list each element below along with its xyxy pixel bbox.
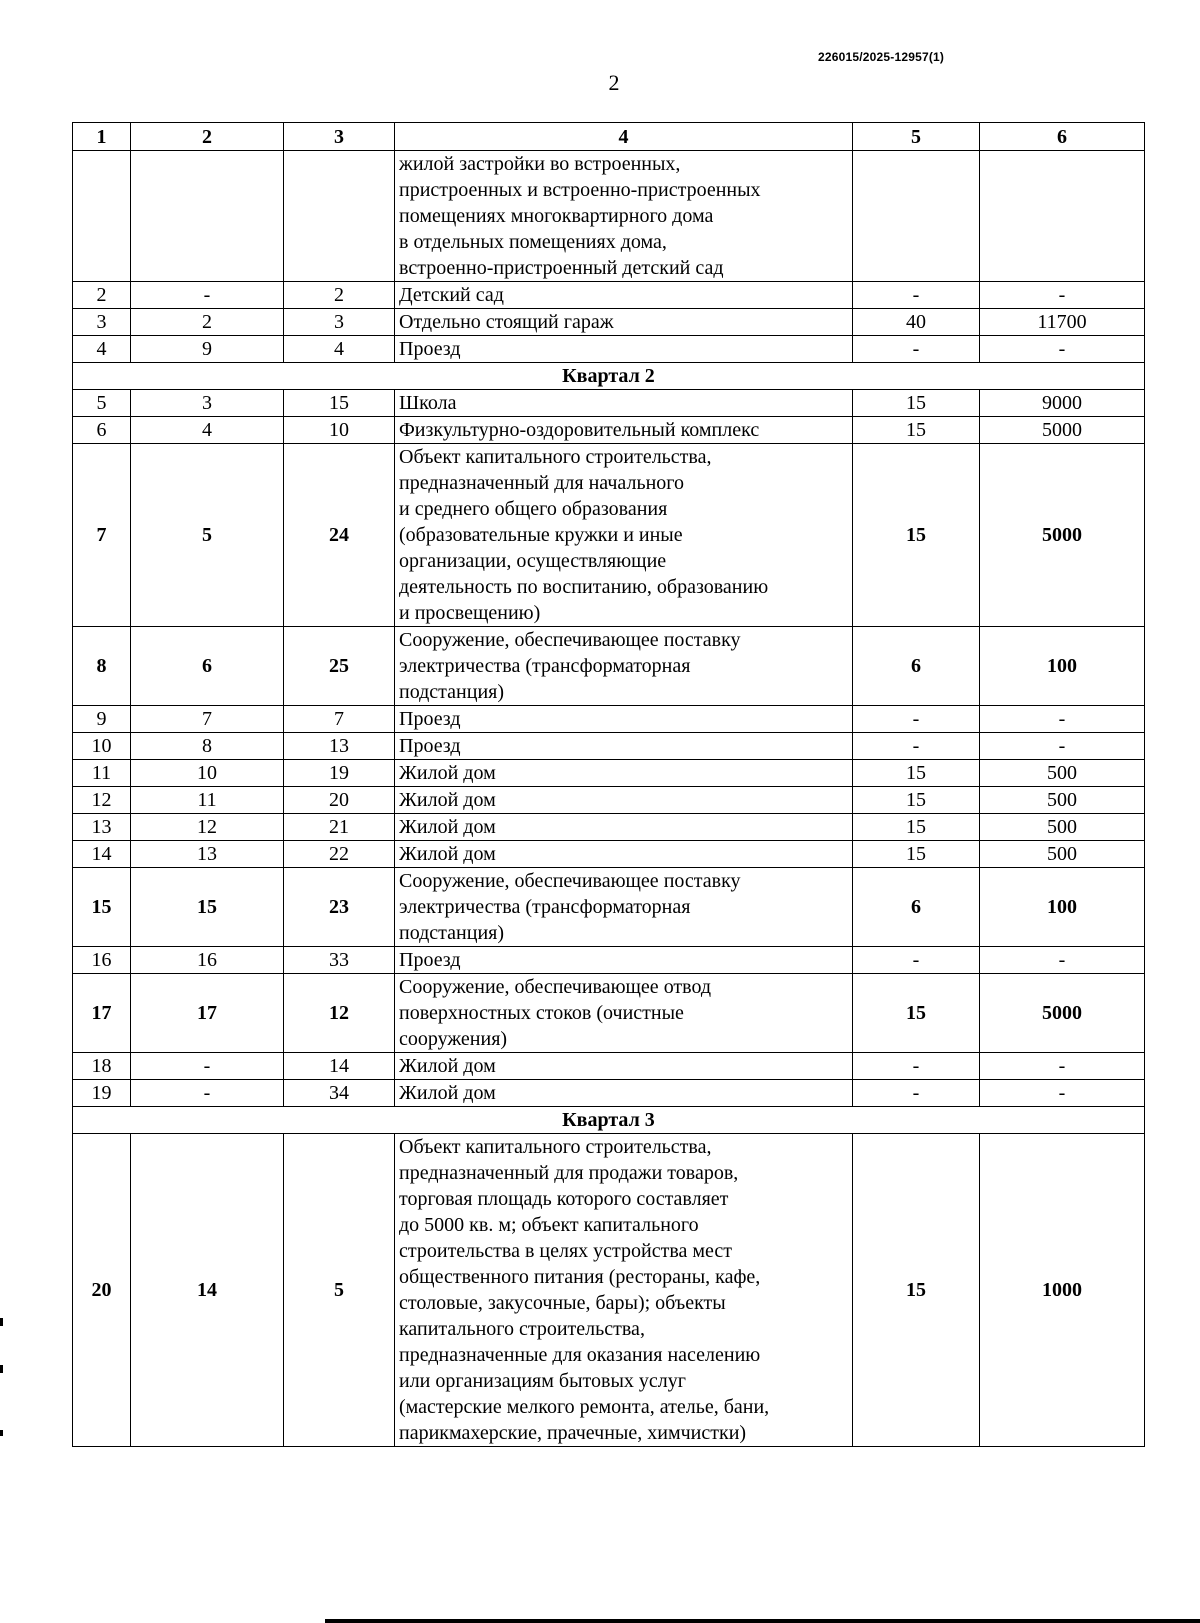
cell-text-line: Проезд xyxy=(399,708,461,730)
cell-text-line: Проезд xyxy=(399,735,461,757)
cell-col-2: 13 xyxy=(131,841,284,868)
column-header-4: 4 xyxy=(395,123,853,151)
cell-col-5: - xyxy=(853,1080,980,1107)
cell-text-line: сооружения) xyxy=(399,1028,508,1050)
cell-col-1: 20 xyxy=(73,1134,131,1447)
cell-text-line: или организациям бытовых услуг xyxy=(399,1370,686,1392)
cell-col-1: 19 xyxy=(73,1080,131,1107)
table-row xyxy=(73,947,1145,974)
cell-col-5: 15 xyxy=(853,787,980,814)
cell-col-1: 3 xyxy=(73,309,131,336)
table-body xyxy=(73,151,1145,1447)
cell-col-4 xyxy=(395,282,853,309)
cell-col-4 xyxy=(395,151,853,282)
cell-text-line: общественного питания (рестораны, кафе, xyxy=(399,1266,761,1288)
column-header-3: 3 xyxy=(284,123,395,151)
cell-text-line: Проезд xyxy=(399,949,461,971)
cell-text-line: Детский сад xyxy=(399,284,504,306)
cell-col-5: - xyxy=(853,947,980,974)
cell-col-4 xyxy=(395,1134,853,1447)
scan-bottom-edge xyxy=(325,1619,1200,1623)
cell-col-3: 4 xyxy=(284,336,395,363)
cell-col-4 xyxy=(395,706,853,733)
table-row xyxy=(73,787,1145,814)
cell-text-line: Объект капитального строительства, xyxy=(399,446,712,468)
cell-col-6: 5000 xyxy=(980,417,1145,444)
table-row xyxy=(73,444,1145,627)
cell-col-2: 9 xyxy=(131,336,284,363)
cell-col-3: 24 xyxy=(284,444,395,627)
cell-col-5 xyxy=(853,151,980,282)
cell-text-line: Сооружение, обеспечивающее поставку xyxy=(399,870,741,892)
cell-col-6: 500 xyxy=(980,787,1145,814)
cell-col-5: 15 xyxy=(853,760,980,787)
table-row xyxy=(73,390,1145,417)
cell-text-line: капитального строительства, xyxy=(399,1318,645,1340)
cell-col-4 xyxy=(395,841,853,868)
cell-col-4 xyxy=(395,627,853,706)
cell-text-line: торговая площадь которого составляет xyxy=(399,1188,729,1210)
cell-text-line: поверхностных стоков (очистные xyxy=(399,1002,684,1024)
cell-col-3: 3 xyxy=(284,309,395,336)
cell-col-2: 17 xyxy=(131,974,284,1053)
cell-col-5: 6 xyxy=(853,868,980,947)
cell-col-2: 16 xyxy=(131,947,284,974)
cell-col-2: 14 xyxy=(131,1134,284,1447)
cell-text-line: Отдельно стоящий гараж xyxy=(399,311,614,333)
cell-col-5: - xyxy=(853,706,980,733)
cell-text-line: и среднего общего образования xyxy=(399,498,668,520)
table-row xyxy=(73,760,1145,787)
cell-col-3: 7 xyxy=(284,706,395,733)
cell-col-1: 9 xyxy=(73,706,131,733)
cell-col-2: 5 xyxy=(131,444,284,627)
column-header-2: 2 xyxy=(131,123,284,151)
cell-text-line: Сооружение, обеспечивающее отвод xyxy=(399,976,712,998)
cell-text-line: предназначенный для продажи товаров, xyxy=(399,1162,739,1184)
cell-col-1: 18 xyxy=(73,1053,131,1080)
cell-col-2: - xyxy=(131,1053,284,1080)
scan-edge-mark xyxy=(0,1430,3,1436)
cell-col-4 xyxy=(395,787,853,814)
cell-col-4 xyxy=(395,760,853,787)
cell-col-1: 13 xyxy=(73,814,131,841)
cell-col-2: 15 xyxy=(131,868,284,947)
cell-col-3 xyxy=(284,151,395,282)
cell-col-2: 10 xyxy=(131,760,284,787)
cell-col-4 xyxy=(395,444,853,627)
cell-text-line: Жилой дом xyxy=(399,789,496,811)
cell-col-3: 23 xyxy=(284,868,395,947)
cell-text-line: (образовательные кружки и иные xyxy=(399,524,683,546)
cell-col-3: 22 xyxy=(284,841,395,868)
cell-col-3: 13 xyxy=(284,733,395,760)
table-row xyxy=(73,282,1145,309)
table-row xyxy=(73,733,1145,760)
cell-col-6: 11700 xyxy=(980,309,1145,336)
cell-text-line: предназначенные для оказания населению xyxy=(399,1344,761,1366)
column-header-5: 5 xyxy=(853,123,980,151)
cell-text-line: Жилой дом xyxy=(399,816,496,838)
cell-text-line: организации, осуществляющие xyxy=(399,550,667,572)
cell-col-3: 12 xyxy=(284,974,395,1053)
table-row xyxy=(73,868,1145,947)
cell-text-line: парикмахерские, прачечные, химчистки) xyxy=(399,1422,747,1444)
cell-text-line: встроенно-пристроенный детский сад xyxy=(399,257,724,279)
cell-col-5: 15 xyxy=(853,444,980,627)
cell-text-line: Проезд xyxy=(399,338,461,360)
cell-col-6: - xyxy=(980,1080,1145,1107)
cell-col-4 xyxy=(395,947,853,974)
section-row xyxy=(73,1107,1145,1134)
cell-col-2: 8 xyxy=(131,733,284,760)
cell-col-1: 7 xyxy=(73,444,131,627)
cell-col-1: 10 xyxy=(73,733,131,760)
cell-text-line: помещениях многоквартирного дома xyxy=(399,205,714,227)
cell-col-2: 11 xyxy=(131,787,284,814)
cell-text-line: предназначенный для начального xyxy=(399,472,684,494)
cell-col-2 xyxy=(131,151,284,282)
scan-edge-mark xyxy=(0,1365,3,1373)
cell-col-3: 14 xyxy=(284,1053,395,1080)
page-number: 2 xyxy=(608,70,620,95)
cell-col-3: 5 xyxy=(284,1134,395,1447)
scan-edge-mark xyxy=(0,1318,3,1326)
cell-col-3: 33 xyxy=(284,947,395,974)
cell-col-3: 25 xyxy=(284,627,395,706)
cell-col-6: 500 xyxy=(980,760,1145,787)
cell-col-3: 20 xyxy=(284,787,395,814)
cell-col-3: 15 xyxy=(284,390,395,417)
cell-col-4 xyxy=(395,733,853,760)
cell-text-line: (мастерские мелкого ремонта, ателье, бани, xyxy=(399,1396,770,1418)
table-row xyxy=(73,1053,1145,1080)
cell-col-5: - xyxy=(853,733,980,760)
cell-col-4 xyxy=(395,1053,853,1080)
cell-col-1: 11 xyxy=(73,760,131,787)
cell-col-1: 15 xyxy=(73,868,131,947)
cell-col-1 xyxy=(73,151,131,282)
cell-col-6: - xyxy=(980,947,1145,974)
cell-text-line: деятельность по воспитанию, образованию xyxy=(399,576,769,598)
cell-text-line: до 5000 кв. м; объект капитального xyxy=(399,1214,699,1236)
cell-text-line: Жилой дом xyxy=(399,1055,496,1077)
cell-col-2: 7 xyxy=(131,706,284,733)
table-row xyxy=(73,706,1145,733)
column-header-6: 6 xyxy=(980,123,1145,151)
cell-text-line: в отдельных помещениях дома, xyxy=(399,231,667,253)
cell-col-1: 6 xyxy=(73,417,131,444)
table-row xyxy=(73,417,1145,444)
cell-text-line: Жилой дом xyxy=(399,762,496,784)
cell-col-1: 2 xyxy=(73,282,131,309)
cell-col-5: 15 xyxy=(853,814,980,841)
cell-col-6: - xyxy=(980,282,1145,309)
cell-col-1: 17 xyxy=(73,974,131,1053)
cell-text-line: жилой застройки во встроенных, xyxy=(399,153,681,175)
cell-col-4 xyxy=(395,868,853,947)
cell-col-2: 12 xyxy=(131,814,284,841)
cell-col-1: 12 xyxy=(73,787,131,814)
cell-col-3: 34 xyxy=(284,1080,395,1107)
cell-text-line: электричества (трансформаторная xyxy=(399,896,691,918)
cell-col-4 xyxy=(395,390,853,417)
cell-col-1: 14 xyxy=(73,841,131,868)
table-row xyxy=(73,841,1145,868)
table-row xyxy=(73,151,1145,282)
cell-col-6: - xyxy=(980,1053,1145,1080)
cell-col-5: 6 xyxy=(853,627,980,706)
cell-col-1: 5 xyxy=(73,390,131,417)
cell-col-1: 4 xyxy=(73,336,131,363)
cell-text-line: и просвещению) xyxy=(399,602,541,624)
cell-text-line: Физкультурно-оздоровительный комплекс xyxy=(399,419,760,441)
cell-col-5: 15 xyxy=(853,974,980,1053)
cell-col-4 xyxy=(395,417,853,444)
cell-col-2: 3 xyxy=(131,390,284,417)
cell-col-2: 2 xyxy=(131,309,284,336)
table-row xyxy=(73,336,1145,363)
cell-col-5: - xyxy=(853,282,980,309)
cell-col-2: 6 xyxy=(131,627,284,706)
cell-text-line: Школа xyxy=(399,392,457,414)
cell-col-6: 5000 xyxy=(980,974,1145,1053)
cell-text-line: электричества (трансформаторная xyxy=(399,655,691,677)
section-row xyxy=(73,363,1145,390)
cell-col-6 xyxy=(980,151,1145,282)
cell-col-4 xyxy=(395,814,853,841)
cell-col-6: 500 xyxy=(980,814,1145,841)
table-row xyxy=(73,974,1145,1053)
table-row xyxy=(73,309,1145,336)
cell-col-3: 10 xyxy=(284,417,395,444)
cell-text-line: Объект капитального строительства, xyxy=(399,1136,712,1158)
table-row xyxy=(73,627,1145,706)
cell-col-1: 8 xyxy=(73,627,131,706)
column-header-1: 1 xyxy=(73,123,131,151)
table-row xyxy=(73,1134,1145,1447)
cell-col-6: 5000 xyxy=(980,444,1145,627)
section-title: Квартал 3 xyxy=(73,1107,1145,1134)
cell-col-5: 15 xyxy=(853,841,980,868)
cell-text-line: строительства в целях устройства мест xyxy=(399,1240,733,1262)
cell-col-5: - xyxy=(853,336,980,363)
cell-col-5: 15 xyxy=(853,1134,980,1447)
cell-col-4 xyxy=(395,336,853,363)
cell-col-5: 40 xyxy=(853,309,980,336)
cell-text-line: подстанция) xyxy=(399,922,505,944)
cell-col-3: 19 xyxy=(284,760,395,787)
cell-col-2: - xyxy=(131,282,284,309)
cell-col-6: - xyxy=(980,336,1145,363)
cell-col-5: 15 xyxy=(853,417,980,444)
header-row xyxy=(73,123,1145,151)
cell-text-line: столовые, закусочные, бары); объекты xyxy=(399,1292,726,1314)
cell-col-6: 500 xyxy=(980,841,1145,868)
cell-col-4 xyxy=(395,1080,853,1107)
cell-col-5: - xyxy=(853,1053,980,1080)
cell-text-line: пристроенных и встроенно-пристроенных xyxy=(399,179,761,201)
cell-col-6: 100 xyxy=(980,627,1145,706)
objects-table xyxy=(72,122,1145,1447)
cell-text-line: подстанция) xyxy=(399,681,505,703)
cell-col-6: 9000 xyxy=(980,390,1145,417)
cell-col-4 xyxy=(395,309,853,336)
cell-col-1: 16 xyxy=(73,947,131,974)
section-title: Квартал 2 xyxy=(73,363,1145,390)
table-row xyxy=(73,814,1145,841)
cell-col-6: - xyxy=(980,706,1145,733)
cell-text-line: Жилой дом xyxy=(399,1082,496,1104)
cell-col-6: 100 xyxy=(980,868,1145,947)
cell-col-3: 2 xyxy=(284,282,395,309)
document-id: 226015/2025-12957(1) xyxy=(818,50,945,64)
cell-col-6: - xyxy=(980,733,1145,760)
cell-col-3: 21 xyxy=(284,814,395,841)
cell-col-2: - xyxy=(131,1080,284,1107)
cell-text-line: Сооружение, обеспечивающее поставку xyxy=(399,629,741,651)
cell-col-4 xyxy=(395,974,853,1053)
cell-col-5: 15 xyxy=(853,390,980,417)
cell-text-line: Жилой дом xyxy=(399,843,496,865)
cell-col-6: 1000 xyxy=(980,1134,1145,1447)
table-row xyxy=(73,1080,1145,1107)
cell-col-2: 4 xyxy=(131,417,284,444)
